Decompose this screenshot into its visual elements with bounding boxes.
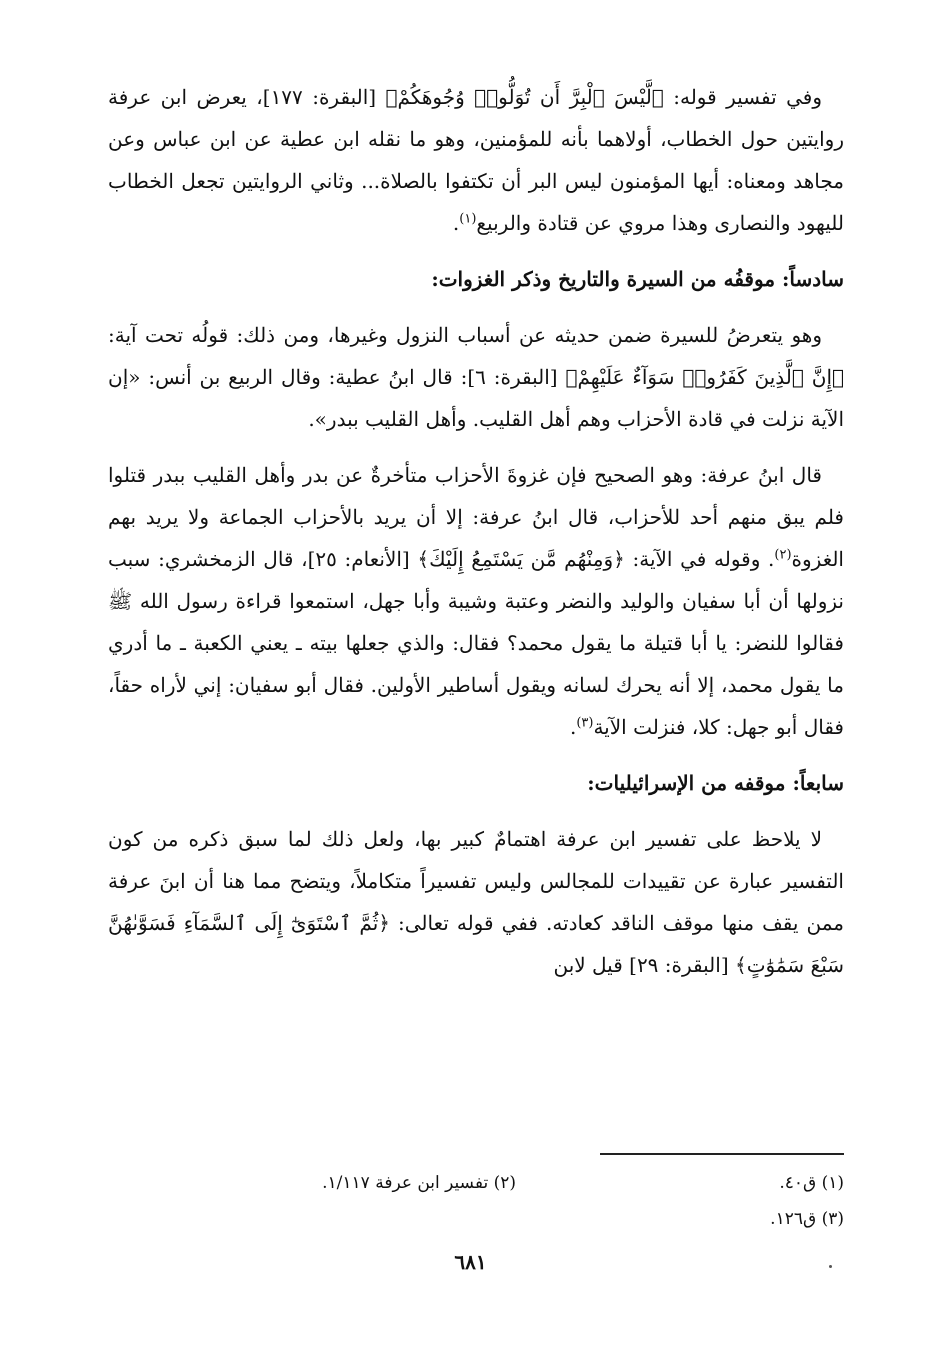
footnote-ref-2[interactable]: (٢) (774, 547, 792, 563)
section-heading-7: سابعاً: موقفه من الإسرائيليات: (587, 771, 844, 795)
speck (829, 1265, 832, 1268)
page-number: ٦٨١ (454, 1250, 487, 1274)
page-body (108, 76, 844, 986)
footnote-divider (600, 1153, 844, 1155)
paragraph-1-end: . (452, 211, 460, 235)
paragraph-3-end: . (569, 715, 577, 739)
footnote-2: (٢) تفسير ابن عرفة ١/١١٧. (322, 1173, 516, 1193)
paragraph-1 (108, 76, 844, 244)
paragraph-4: لا يلاحظ على تفسير ابن عرفة اهتمامٌ كبير بها، ولعل ذلك لما سبق ذكره من كون التفسير عبارة عن تقييدات للمجالس وليس تفسيراً متكاملاً، ويتضح مما هنا أن ابنَ عرفة ممن يقف منها موقف الناقد كعادته. ففي قوله تعالى: ﴿ثُمَّ ٱسْتَوَىٰٓ إِلَى ٱلسَّمَآءِ فَسَوَّىٰهُنَّ سَبْعَ سَمَٰوَٰتٍ﴾ [البقرة: ٢٩] قيل لابن (108, 827, 844, 977)
paragraph-1-text: وفي تفسير قوله: ﴿لَّيْسَ ٱلْبِرَّ أَن تُوَلُّوا۟ وُجُوهَكُمْ﴾ [البقرة: ١٧٧]، يعرض ابن عرفة روايتين حول الخطاب، أولاهما بأنه للمؤمنين، وهو ما نقله ابن عطية عن ابن عباس وعن مجاهد ومعناه: أيها المؤمنون ليس البر أن تكتفوا بالصلاة... وثاني الروايتين تجعل الخطاب لليهود والنصارى وهذا مروي عن قتادة والربيع (108, 85, 844, 235)
paragraph-3-text-a: قال ابنُ عرفة: وهو الصحيح فإن غزوةَ الأحزاب متأخرةٌ عن بدر وأهل القليب ببدر قتلوا فلم يبق منهم أحد للأحزاب، قال ابنُ عرفة: إلا أن يريد بالأحزاب الجماعة ولا يريد بهم الغزوة (108, 463, 844, 571)
footnote-3: (٣) ق١٢٦. (770, 1209, 844, 1229)
footnote-ref-1[interactable]: (١) (459, 211, 477, 227)
footnote-1: (١) ق٤٠. (779, 1173, 844, 1193)
paragraph-3-text-b: . وقوله في الآية: ﴿وَمِنْهُم مَّن يَسْتَمِعُ إِلَيْكَ﴾ [الأنعام: ٢٥]، قال الزمخشري: سبب نزولها أن أبا سفيان والوليد والنضر وعتبة وشيبة وأبا جهل، استمعوا قراءة رسول الله ﷺ فقالوا للنضر: يا أبا قتيلة ما يقول محمد؟ فقال: والذي جعلها بيته ـ يعني الكعبة ـ ما أدري ما يقول محمد، إلا أنه يحرك لسانه ويقول أساطير الأولين. فقال أبو سفيان: إني لأراه حقاً، فقال أبو جهل: كلا، فنزلت الآية (108, 547, 844, 739)
paragraph-2: وهو يتعرضُ للسيرة ضمن حديثه عن أسباب النزول وغيرها، ومن ذلك: قولُه تحت آية: ﴿إِنَّ ٱلَّذِينَ كَفَرُوا۟ سَوَآءٌ عَلَيْهِمْ﴾ [البقرة: ٦]: قال ابنُ عطية: وقال الربيع بن أنس: «إن الآية نزلت في قادة الأحزاب وهم أهل القليب. وأهل القليب ببدر». (108, 323, 844, 431)
footnote-ref-3[interactable]: (٣) (576, 715, 594, 731)
footnotes (108, 1165, 844, 1237)
paragraph-3 (108, 454, 844, 748)
section-heading-6: سادساً: موقفُه من السيرة والتاريخ وذكر الغزوات: (431, 267, 844, 291)
